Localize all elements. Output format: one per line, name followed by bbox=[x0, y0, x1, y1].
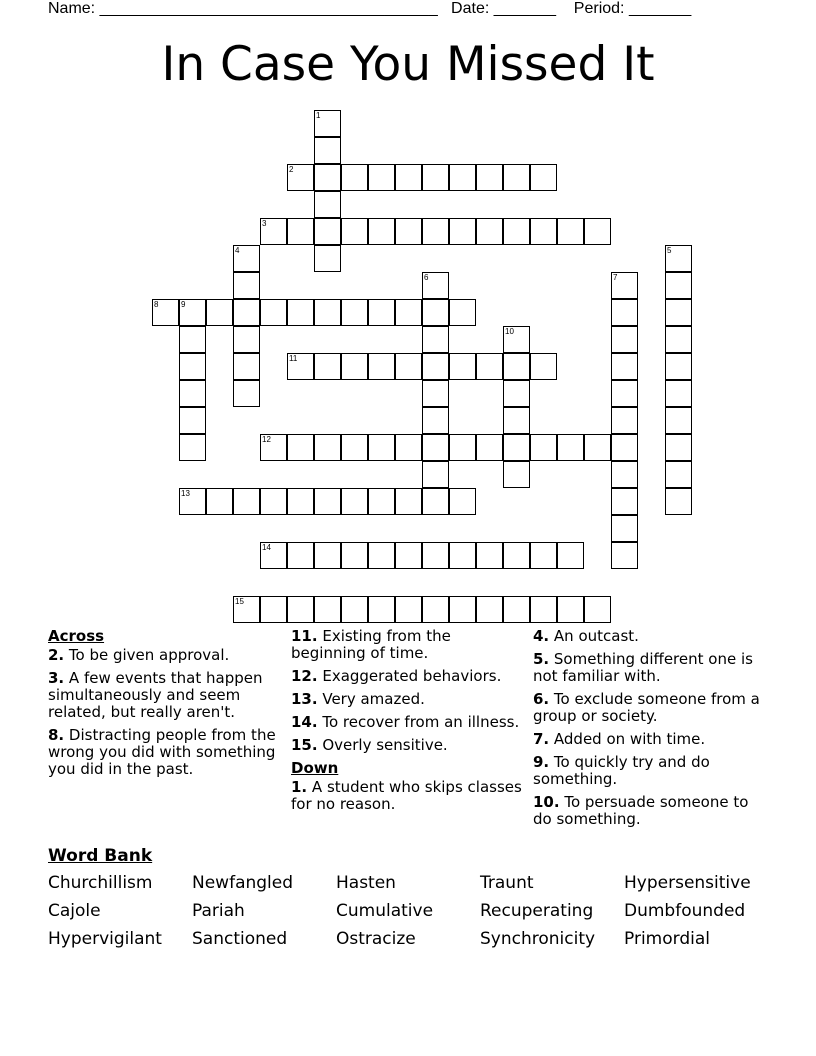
grid-cell[interactable] bbox=[422, 596, 449, 623]
clue-number: 1. bbox=[291, 778, 308, 796]
word-bank-item: Sanctioned bbox=[192, 929, 288, 949]
clue-text: A student who skips classes for no reason. bbox=[291, 778, 522, 813]
grid-cell[interactable] bbox=[422, 461, 449, 488]
clue-number: 3. bbox=[48, 669, 65, 687]
clue-text: A few events that happen simultaneously and seem related, but really aren't. bbox=[48, 669, 263, 721]
grid-cell[interactable] bbox=[503, 542, 530, 569]
clue-across-12 bbox=[291, 668, 523, 685]
clue-text: To recover from an illness. bbox=[317, 713, 520, 731]
clue-across-15 bbox=[291, 737, 523, 754]
grid-cell[interactable] bbox=[422, 272, 449, 299]
clue-text: To be given approval. bbox=[64, 646, 230, 664]
page-title: In Case You Missed It bbox=[161, 37, 655, 92]
grid-cell[interactable] bbox=[449, 218, 476, 245]
word-bank-item: Churchillism bbox=[48, 873, 153, 893]
grid-cell[interactable] bbox=[422, 380, 449, 407]
grid-cell[interactable] bbox=[314, 596, 341, 623]
grid-cell-number: 9 bbox=[181, 300, 186, 309]
clue-down-9 bbox=[533, 754, 765, 788]
grid-cell[interactable] bbox=[341, 164, 368, 191]
word-bank-item: Newfangled bbox=[192, 873, 294, 893]
grid-cell[interactable] bbox=[341, 596, 368, 623]
grid-cell[interactable] bbox=[152, 299, 179, 326]
grid-cell[interactable] bbox=[422, 353, 449, 380]
grid-cell[interactable] bbox=[287, 596, 314, 623]
grid-cell[interactable] bbox=[611, 542, 638, 569]
grid-cell[interactable] bbox=[665, 326, 692, 353]
grid-cell[interactable] bbox=[476, 542, 503, 569]
grid-cell[interactable] bbox=[395, 353, 422, 380]
grid-cell[interactable] bbox=[233, 326, 260, 353]
grid-cell[interactable] bbox=[287, 164, 314, 191]
grid-cell[interactable] bbox=[611, 488, 638, 515]
clue-text: Something different one is not familiar with. bbox=[533, 650, 753, 685]
grid-cell[interactable] bbox=[611, 515, 638, 542]
clue-number: 15. bbox=[291, 736, 318, 754]
word-bank-item: Hypervigilant bbox=[48, 929, 162, 949]
grid-cell[interactable] bbox=[503, 326, 530, 353]
grid-cell[interactable] bbox=[503, 461, 530, 488]
clue-down-10 bbox=[533, 794, 765, 828]
clue-number: 7. bbox=[533, 730, 550, 748]
grid-cell[interactable] bbox=[584, 596, 611, 623]
grid-cell[interactable] bbox=[503, 407, 530, 434]
clue-text: To persuade someone to do something. bbox=[533, 793, 749, 828]
clue-across-11 bbox=[291, 628, 523, 662]
grid-cell[interactable] bbox=[341, 299, 368, 326]
grid-cell[interactable] bbox=[611, 434, 638, 461]
grid-cell[interactable] bbox=[557, 434, 584, 461]
word-bank-item: Hypersensitive bbox=[624, 873, 751, 893]
grid-cell-number: 5 bbox=[667, 246, 672, 255]
word-bank-item: Ostracize bbox=[336, 929, 416, 949]
grid-cell[interactable] bbox=[260, 218, 287, 245]
grid-cell[interactable] bbox=[368, 218, 395, 245]
grid-cell[interactable] bbox=[476, 218, 503, 245]
grid-cell[interactable] bbox=[179, 380, 206, 407]
across-heading: Across bbox=[48, 627, 105, 645]
clue-down-1 bbox=[291, 779, 523, 813]
grid-cell[interactable] bbox=[314, 299, 341, 326]
grid-cell[interactable] bbox=[449, 596, 476, 623]
grid-cell[interactable] bbox=[395, 542, 422, 569]
clue-down-6 bbox=[533, 691, 765, 725]
grid-cell[interactable] bbox=[530, 218, 557, 245]
grid-cell[interactable] bbox=[233, 596, 260, 623]
grid-cell[interactable] bbox=[314, 164, 341, 191]
grid-cell[interactable] bbox=[233, 380, 260, 407]
grid-cell[interactable] bbox=[530, 542, 557, 569]
grid-cell[interactable] bbox=[314, 542, 341, 569]
grid-cell[interactable] bbox=[314, 191, 341, 218]
grid-cell[interactable] bbox=[341, 542, 368, 569]
grid-cell[interactable] bbox=[611, 299, 638, 326]
grid-cell[interactable] bbox=[179, 407, 206, 434]
clue-text: An outcast. bbox=[549, 627, 639, 645]
grid-cell[interactable] bbox=[449, 434, 476, 461]
grid-cell[interactable] bbox=[368, 299, 395, 326]
grid-cell[interactable] bbox=[449, 353, 476, 380]
grid-cell[interactable] bbox=[665, 434, 692, 461]
clue-text: Overly sensitive. bbox=[317, 736, 448, 754]
grid-cell[interactable] bbox=[503, 596, 530, 623]
down-heading: Down bbox=[291, 759, 339, 777]
clues-column-2 bbox=[291, 628, 523, 819]
grid-cell[interactable] bbox=[314, 218, 341, 245]
clue-text: Existing from the beginning of time. bbox=[291, 627, 451, 662]
clue-number: 9. bbox=[533, 753, 550, 771]
grid-cell[interactable] bbox=[179, 434, 206, 461]
grid-cell[interactable] bbox=[557, 596, 584, 623]
grid-cell[interactable] bbox=[503, 380, 530, 407]
grid-cell[interactable] bbox=[341, 353, 368, 380]
grid-cell[interactable] bbox=[422, 218, 449, 245]
grid-cell[interactable] bbox=[233, 299, 260, 326]
clue-down-5 bbox=[533, 651, 765, 685]
grid-cell[interactable] bbox=[665, 299, 692, 326]
grid-cell[interactable] bbox=[395, 596, 422, 623]
clue-across-13 bbox=[291, 691, 523, 708]
grid-cell[interactable] bbox=[476, 353, 503, 380]
grid-cell[interactable] bbox=[368, 353, 395, 380]
word-bank-item: Primordial bbox=[624, 929, 710, 949]
grid-cell[interactable] bbox=[665, 461, 692, 488]
grid-cell[interactable] bbox=[665, 272, 692, 299]
grid-cell[interactable] bbox=[287, 353, 314, 380]
grid-cell[interactable] bbox=[449, 299, 476, 326]
grid-cell[interactable] bbox=[476, 164, 503, 191]
grid-cell[interactable] bbox=[341, 488, 368, 515]
grid-cell[interactable] bbox=[368, 596, 395, 623]
grid-cell-number: 6 bbox=[424, 273, 429, 282]
clue-text: Very amazed. bbox=[317, 690, 425, 708]
grid-cell[interactable] bbox=[530, 164, 557, 191]
grid-cell[interactable] bbox=[287, 434, 314, 461]
grid-cell[interactable] bbox=[422, 407, 449, 434]
grid-cell[interactable] bbox=[503, 218, 530, 245]
grid-cell-number: 11 bbox=[289, 354, 298, 363]
grid-cell[interactable] bbox=[314, 245, 341, 272]
clue-number: 6. bbox=[533, 690, 550, 708]
grid-cell[interactable] bbox=[530, 596, 557, 623]
grid-cell-number: 1 bbox=[316, 111, 321, 120]
grid-cell[interactable] bbox=[368, 164, 395, 191]
grid-cell[interactable] bbox=[314, 353, 341, 380]
clue-down-4 bbox=[533, 628, 765, 645]
word-bank-item: Traunt bbox=[480, 873, 534, 893]
grid-cell-number: 13 bbox=[181, 489, 190, 498]
grid-cell[interactable] bbox=[422, 164, 449, 191]
grid-cell[interactable] bbox=[665, 488, 692, 515]
grid-cell[interactable] bbox=[395, 218, 422, 245]
grid-cell-number: 3 bbox=[262, 219, 267, 228]
grid-cell[interactable] bbox=[557, 542, 584, 569]
grid-cell[interactable] bbox=[206, 488, 233, 515]
grid-cell[interactable] bbox=[611, 326, 638, 353]
clue-number: 12. bbox=[291, 667, 318, 685]
grid-cell-number: 4 bbox=[235, 246, 240, 255]
grid-cell[interactable] bbox=[503, 353, 530, 380]
grid-cell[interactable] bbox=[611, 353, 638, 380]
grid-cell[interactable] bbox=[287, 542, 314, 569]
clue-number: 10. bbox=[533, 793, 560, 811]
grid-cell[interactable] bbox=[611, 407, 638, 434]
grid-cell-number: 10 bbox=[505, 327, 514, 336]
grid-cell[interactable] bbox=[395, 488, 422, 515]
grid-cell[interactable] bbox=[260, 596, 287, 623]
clue-number: 11. bbox=[291, 627, 318, 645]
grid-cell[interactable] bbox=[341, 434, 368, 461]
grid-cell[interactable] bbox=[611, 380, 638, 407]
grid-cell[interactable] bbox=[557, 218, 584, 245]
grid-cell-number: 8 bbox=[154, 300, 159, 309]
grid-cell-number: 14 bbox=[262, 543, 271, 552]
clue-across-2 bbox=[48, 647, 280, 664]
grid-cell[interactable] bbox=[260, 488, 287, 515]
grid-cell[interactable] bbox=[665, 407, 692, 434]
grid-cell[interactable] bbox=[395, 434, 422, 461]
grid-cell[interactable] bbox=[233, 488, 260, 515]
grid-cell-number: 7 bbox=[613, 273, 618, 282]
grid-cell[interactable] bbox=[179, 488, 206, 515]
grid-cell[interactable] bbox=[422, 542, 449, 569]
clue-number: 4. bbox=[533, 627, 550, 645]
word-bank-item: Recuperating bbox=[480, 901, 594, 921]
grid-cell[interactable] bbox=[476, 434, 503, 461]
grid-cell[interactable] bbox=[260, 434, 287, 461]
grid-cell[interactable] bbox=[503, 164, 530, 191]
word-bank-item: Synchronicity bbox=[480, 929, 596, 949]
clue-across-3 bbox=[48, 670, 280, 721]
grid-cell[interactable] bbox=[314, 137, 341, 164]
grid-cell[interactable] bbox=[368, 488, 395, 515]
grid-cell[interactable] bbox=[206, 299, 233, 326]
word-bank-title: Word Bank bbox=[48, 846, 153, 866]
grid-cell[interactable] bbox=[260, 299, 287, 326]
grid-cell[interactable] bbox=[422, 488, 449, 515]
grid-cell[interactable] bbox=[665, 380, 692, 407]
word-bank-item: Pariah bbox=[192, 901, 245, 921]
grid-cell[interactable] bbox=[179, 299, 206, 326]
clue-number: 2. bbox=[48, 646, 65, 664]
clue-text: To exclude someone from a group or society. bbox=[533, 690, 760, 725]
grid-cell[interactable] bbox=[584, 434, 611, 461]
grid-cell-number: 15 bbox=[235, 597, 244, 606]
grid-cell[interactable] bbox=[314, 488, 341, 515]
clue-across-14 bbox=[291, 714, 523, 731]
grid-cell[interactable] bbox=[287, 488, 314, 515]
clue-number: 5. bbox=[533, 650, 550, 668]
grid-cell[interactable] bbox=[287, 218, 314, 245]
clue-text: Added on with time. bbox=[549, 730, 706, 748]
grid-cell[interactable] bbox=[449, 488, 476, 515]
grid-cell[interactable] bbox=[611, 272, 638, 299]
grid-cell[interactable] bbox=[449, 164, 476, 191]
grid-cell[interactable] bbox=[368, 542, 395, 569]
word-bank-item: Cumulative bbox=[336, 901, 434, 921]
grid-cell[interactable] bbox=[476, 596, 503, 623]
grid-cell[interactable] bbox=[287, 299, 314, 326]
grid-cell[interactable] bbox=[530, 353, 557, 380]
grid-cell[interactable] bbox=[341, 218, 368, 245]
clues-column-1 bbox=[48, 628, 280, 784]
grid-cell[interactable] bbox=[422, 326, 449, 353]
grid-cell[interactable] bbox=[179, 326, 206, 353]
grid-cell[interactable] bbox=[530, 434, 557, 461]
grid-cell[interactable] bbox=[314, 434, 341, 461]
grid-cell[interactable] bbox=[179, 353, 206, 380]
clues-column-3 bbox=[533, 628, 765, 834]
grid-cell[interactable] bbox=[584, 218, 611, 245]
grid-cell[interactable] bbox=[665, 245, 692, 272]
clue-across-8 bbox=[48, 727, 280, 778]
word-bank-item: Cajole bbox=[48, 901, 101, 921]
clue-text: To quickly try and do something. bbox=[533, 753, 710, 788]
grid-cell[interactable] bbox=[233, 245, 260, 272]
clue-number: 13. bbox=[291, 690, 318, 708]
grid-cell[interactable] bbox=[503, 434, 530, 461]
name-date-period-line: Name: ______________________________________ Date: _______ Period: _______ bbox=[48, 0, 692, 17]
grid-cell[interactable] bbox=[260, 542, 287, 569]
grid-cell[interactable] bbox=[665, 353, 692, 380]
clue-number: 14. bbox=[291, 713, 318, 731]
grid-cell[interactable] bbox=[611, 461, 638, 488]
grid-cell[interactable] bbox=[233, 272, 260, 299]
grid-cell[interactable] bbox=[422, 299, 449, 326]
grid-cell[interactable] bbox=[395, 299, 422, 326]
word-bank-item: Hasten bbox=[336, 873, 396, 893]
grid-cell-number: 12 bbox=[262, 435, 271, 444]
clue-text: Distracting people from the wrong you did with something you did in the past. bbox=[48, 726, 276, 778]
grid-cell-number: 2 bbox=[289, 165, 294, 174]
grid-cell[interactable] bbox=[395, 164, 422, 191]
grid-cell[interactable] bbox=[314, 110, 341, 137]
clue-text: Exaggerated behaviors. bbox=[317, 667, 502, 685]
word-bank-item: Dumbfounded bbox=[624, 901, 746, 921]
clue-number: 8. bbox=[48, 726, 65, 744]
grid-cell[interactable] bbox=[233, 353, 260, 380]
grid-cell[interactable] bbox=[449, 542, 476, 569]
grid-cell[interactable] bbox=[422, 434, 449, 461]
grid-cell[interactable] bbox=[368, 434, 395, 461]
clue-down-7 bbox=[533, 731, 765, 748]
